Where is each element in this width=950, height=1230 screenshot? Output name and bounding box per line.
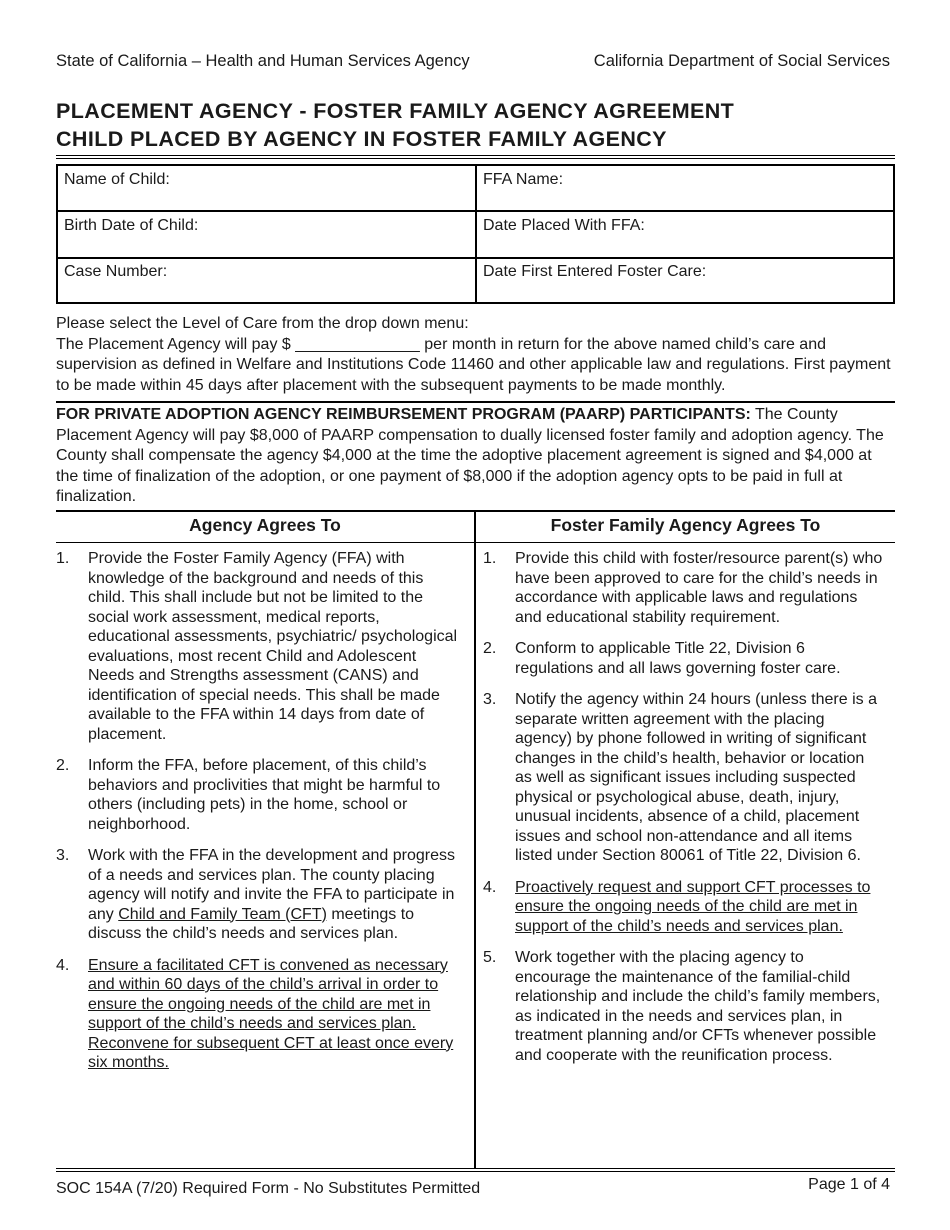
item-text: Conform to applicable Title 22, Division 6 regulations and all laws governing foster care. [515, 640, 841, 677]
agency-agrees-heading: Agency Agrees To [189, 515, 341, 535]
date-first-entered-field[interactable]: Date First Entered Foster Care: [483, 263, 707, 280]
ffa-item [483, 690, 883, 866]
case-number-field[interactable]: Case Number: [64, 263, 168, 280]
name-of-child-field[interactable]: Name of Child: [64, 171, 170, 188]
table-divider [475, 166, 477, 302]
item-number: 1. [483, 550, 497, 567]
header-department: California Department of Social Services [593, 52, 890, 70]
item-text: Work with the FFA in the development and progress of a needs and services plan. The county placing agency will notify and invite the FFA to participate in any [88, 847, 456, 923]
item-number: 3. [56, 847, 70, 864]
ffa-agreements-list [483, 549, 883, 1077]
payment-prefix: The Placement Agency will pay $ [56, 335, 291, 353]
form-title-line-1: PLACEMENT AGENCY - FOSTER FAMILY AGENCY AGREEMENT [56, 99, 735, 123]
item-text: Notify the agency within 24 hours (unless there is a separate written agreement with the placing agency) by phone followed in writing of significant changes in the child’s health, behavior or location as well as significant issues including suspected physical or psychological abuse, death, injury, unusual incidents, absence of a child, placement issues and school non-attendance and all items listed under Section 80061 of Title 22, Division 6. [515, 691, 877, 864]
item-text-underlined: Ensure a facilitated CFT is convened as necessary and within 60 days of the child’s arrival in order to ensure the ongoing needs of the child are met in support of the child’s needs and services plan. Reconvene for subsequent CFT at least once every six months. [88, 956, 454, 1071]
item-text: Inform the FFA, before placement, of this child’s behaviors and proclivities that might be harmful to others (including pets) in the home, school or neighborhood. [88, 757, 441, 833]
item-text: Provide the Foster Family Agency (FFA) with knowledge of the background and needs of this child. This shall include but not be limited to the social work assessment, medical reports, educational assessments, psychiatric/ psychological evaluations, most recent Child and Adolescent Needs and Strengths assessment (CANS) and identification of special needs. This shall be made available to the FFA within 14 days from date of placement. [88, 550, 458, 743]
date-placed-field[interactable]: Date Placed With FFA: [483, 217, 645, 234]
heading-rule [56, 542, 895, 543]
agency-item [56, 956, 462, 1073]
ffa-item [483, 639, 883, 678]
item-text-underlined: Proactively request and support CFT processes to ensure the ongoing needs of the child are met in support of the child’s needs and services plan. [515, 878, 871, 935]
level-of-care-section [56, 314, 896, 396]
item-number: 3. [483, 691, 497, 708]
item-number: 4. [56, 956, 70, 974]
paarp-text: The County Placement Agency will pay $8,000 of PAARP compensation to dually licensed foster family and adoption agency. The County shall compensate the agency $4,000 at the time the adoptive placement agreement is signed and $4,000 at the time of finalization of the adoption, or one payment of $8,000 if the adoption agency opts to be paid in full at finalization. [56, 406, 884, 505]
item-number: 5. [483, 949, 497, 966]
payment-paragraph [56, 335, 896, 397]
item-text: Provide this child with foster/resource parent(s) who have been approved to care for the child’s needs in accordance with applicable laws and regulations and educational stability requirement. [515, 550, 883, 626]
item-number: 2. [483, 640, 497, 657]
form-title [56, 97, 896, 153]
section-divider [56, 401, 895, 403]
form-title-line-2: CHILD PLACED BY AGENCY IN FOSTER FAMILY AGENCY [56, 127, 667, 151]
ffa-item [483, 878, 883, 937]
agency-item [56, 549, 462, 744]
child-info-table [56, 164, 895, 304]
agency-item [56, 756, 462, 834]
ffa-name-field[interactable]: FFA Name: [483, 171, 564, 188]
form-number: SOC 154A (7/20) Required Form - No Substitutes Permitted [56, 1180, 481, 1197]
item-text: meetings to discuss the child’s needs and services plan. [88, 905, 415, 942]
item-text: Work together with the placing agency to encourage the maintenance of the familial-child relationship and include the child’s family members, as indicated in the needs and services plan, in treatment planning and/or CFTs whenever possible and cooperate with the reunification process. [515, 949, 881, 1064]
table-divider [58, 257, 893, 259]
header-agency: State of California – Health and Human Services Agency [56, 52, 470, 70]
ffa-agrees-heading: Foster Family Agency Agrees To [550, 515, 821, 535]
ffa-item [483, 549, 883, 627]
item-number: 1. [56, 550, 70, 567]
table-divider [58, 210, 893, 212]
agency-item [56, 846, 462, 944]
item-number: 2. [56, 757, 70, 774]
level-of-care-prompt[interactable]: Please select the Level of Care from the drop down menu: [56, 315, 469, 332]
paarp-paragraph [56, 405, 896, 508]
ffa-item [483, 948, 883, 1065]
payment-amount-field[interactable]: ______________ [295, 335, 420, 353]
title-divider [56, 155, 895, 159]
birth-date-field[interactable]: Birth Date of Child: [64, 217, 199, 234]
item-number: 4. [483, 878, 497, 896]
column-divider [474, 511, 476, 1169]
footer-divider [56, 1168, 895, 1172]
payment-terms: per month in return for the above named child’s care and supervision as defined in Welfare and Institutions Code 11460 and other applicable law and regulations. First payment to be made within 45 days after placement with the subsequent payments to be made monthly. [56, 335, 891, 394]
paarp-heading: FOR PRIVATE ADOPTION AGENCY REIMBURSEMENT PROGRAM (PAARP) PARTICIPANTS: [56, 406, 751, 423]
agency-agreements-list [56, 549, 462, 1085]
page-number: Page 1 of 4 [808, 1176, 890, 1193]
item-text-underlined: Child and Family Team (CFT) [118, 905, 327, 923]
